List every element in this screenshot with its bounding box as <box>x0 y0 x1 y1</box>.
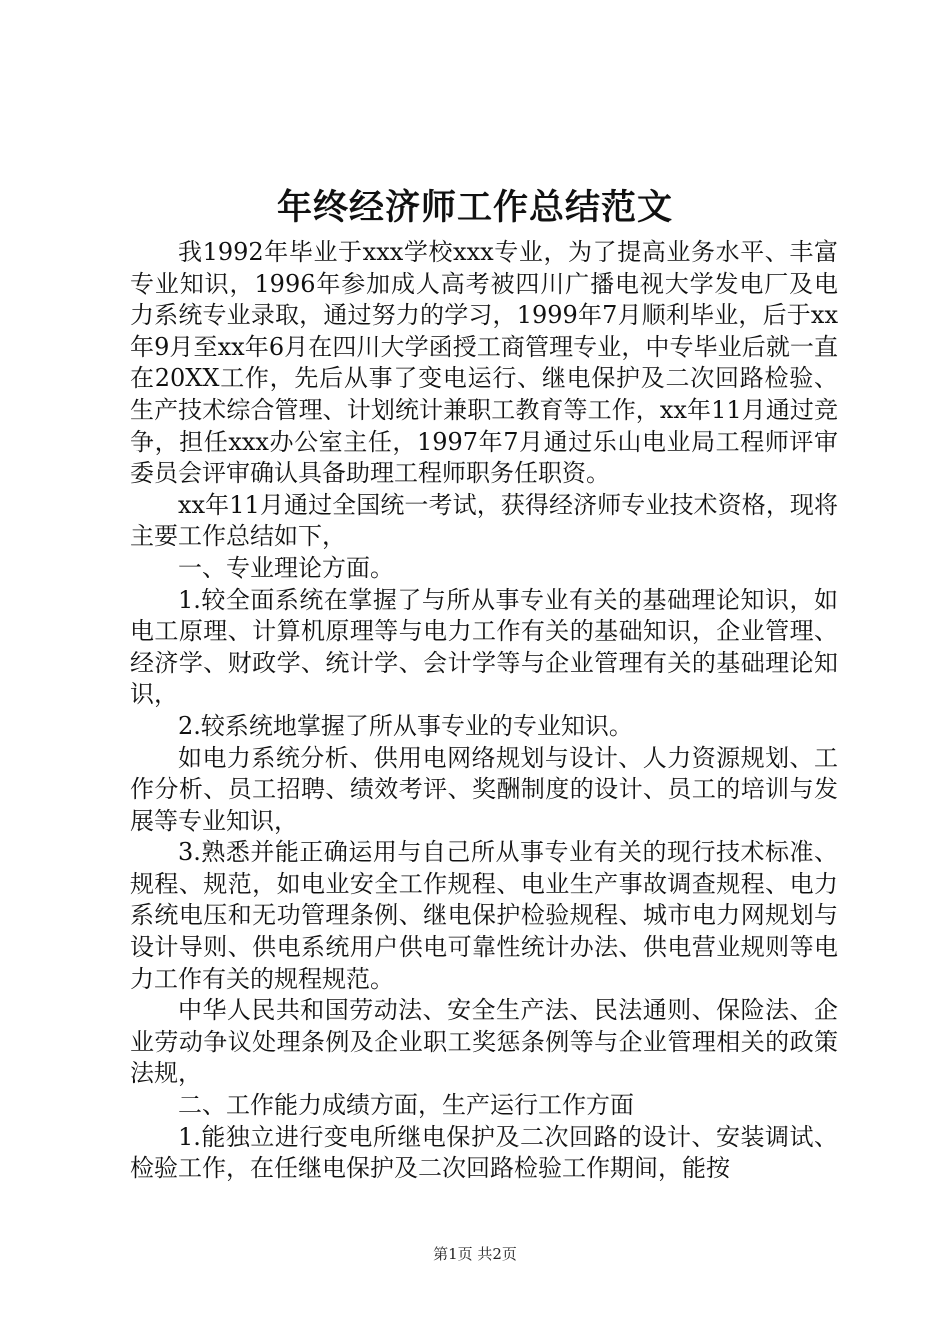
paragraph: 1.能独立进行变电所继电保护及二次回路的设计、安装调试、检验工作，在任继电保护及二次回路检验工作期间，能按 <box>130 1122 838 1183</box>
paragraph: 如电力系统分析、供用电网络规划与设计、人力资源规划、工作分析、员工招聘、绩效考评、奖酬制度的设计、员工的培训与发展等专业知识， <box>130 743 838 835</box>
paragraph: 3.熟悉并能正确运用与自己所从事专业有关的现行技术标准、规程、规范，如电业安全工作规程、电业生产事故调查规程、电力系统电压和无功管理条例、继电保护检验规程、城市电力网规划与设计导则、供电系统用户供电可靠性统计办法、供电营业规则等电力工作有关的规程规范。 <box>130 838 838 993</box>
paragraph: 我1992年毕业于xxx学校xxx专业，为了提高业务水平、丰富专业知识，1996年参加成人高考被四川广播电视大学发电厂及电力系统专业录取，通过努力的学习，1999年7月顺利毕业，后于xx年9月至xx年6月在四川大学函授工商管理专业，中专毕业后就一直在20XX工作，先后从事了变电运行、继电保护及二次回路检验、生产技术综合管理、计划统计兼职工教育等工作，xx年11月通过竞争，担任xxx办公室主任，1997年7月通过乐山电业局工程师评审委员会评审确认具备助理工程师职务任职资。 <box>130 238 838 488</box>
section-heading: 一、专业理论方面。 <box>178 553 394 582</box>
paragraph: 1.较全面系统在掌握了与所从事专业有关的基础理论知识，如电工原理、计算机原理等与电力工作有关的基础知识，企业管理、经济学、财政学、统计学、会计学等与企业管理有关的基础理论知识， <box>130 585 838 709</box>
section-heading: 二、工作能力成绩方面，生产运行工作方面 <box>178 1091 634 1120</box>
paragraph: xx年11月通过全国统一考试，获得经济师专业技术资格，现将主要工作总结如下， <box>130 490 838 551</box>
document-title: 年终经济师工作总结范文 <box>276 187 673 228</box>
paragraph: 2.较系统地掌握了所从事专业的专业知识。 <box>178 711 633 740</box>
page-number-footer: 第1页 共2页 <box>433 1245 517 1263</box>
document-body <box>130 237 838 1185</box>
paragraph: 中华人民共和国劳动法、安全生产法、民法通则、保险法、企业劳动争议处理条例及企业职工奖惩条例等与企业管理相关的政策法规， <box>130 996 838 1088</box>
